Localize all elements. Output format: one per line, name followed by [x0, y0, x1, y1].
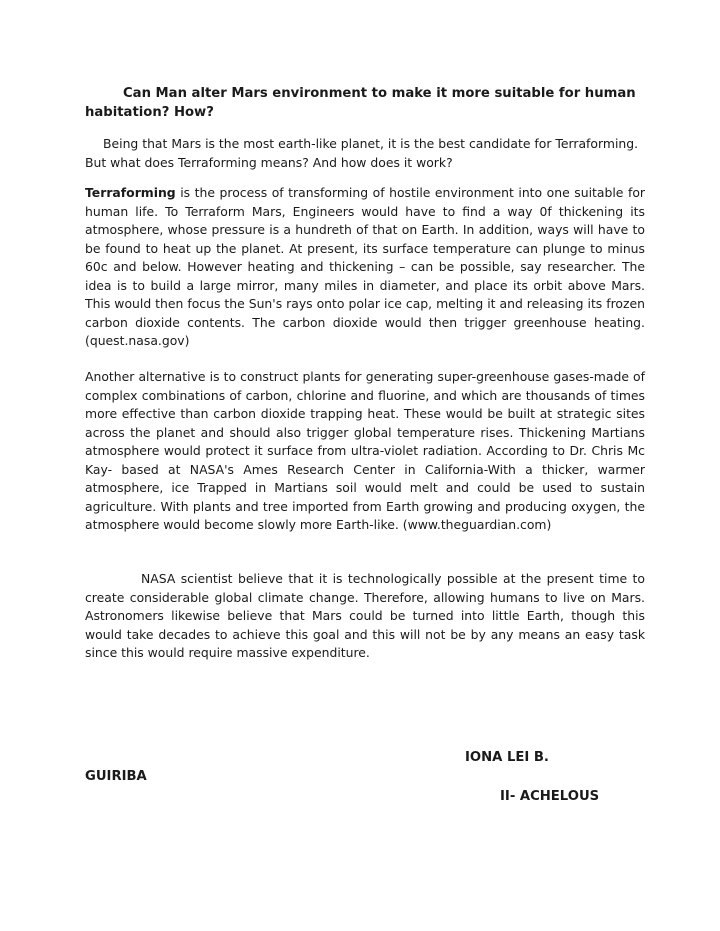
- paragraph-conclusion: NASA scientist believe that it is technologically possible at the present time to create considerable global climate change. Therefore, allowing humans to live on Mars. Astronomers likewise believe that Mars could be turned into little Earth, though this would take decades to achieve this goal and this will not be by any means an easy task since this would require massive expenditure.: [85, 571, 645, 660]
- author-name-last: GUIRIBA: [85, 769, 147, 784]
- paragraph-terraforming: [85, 184, 645, 351]
- paragraph-alternative: Another alternative is to construct plants for generating super-greenhouse gases-made of complex combinations of carbon, chlorine and fluorine, and which are thousands of times more effective than carbon dioxide trapping heat. These would be built at strategic sites across the planet and should also trigger global temperature rises. Thickening Martians atmosphere would protect it surface from ultra-violet radiation. According to Dr. Chris Mc Kay- based at NASA's Ames Research Center in California-With a thicker, warmer atmosphere, ice Trapped in Martians soil would melt and could be used to sustain agriculture. With plants and tree imported from Earth growing and producing oxygen, the atmosphere would become slowly more Earth-like. (www.theguardian.com): [85, 369, 645, 532]
- paragraph-intro: Being that Mars is the most earth-like planet, it is the best candidate for Terraforming. But what does Terraforming means? And how does it work?: [85, 136, 639, 170]
- document-title: Can Man alter Mars environment to make it more suitable for human habitation? How?: [85, 86, 636, 120]
- paragraph-terraforming-text: is the process of transforming of hostile environment into one suitable for human life. To Terraform Mars, Engineers would have to find a way 0f thickening its atmosphere, whose pressure is a hundreth of that on Earth. In addition, ways will have to be found to heat up the planet. At present, its surface temperature can plunge to minus 60c and below. However heating and thickening – can be possible, say researcher. The idea is to build a large mirror, many miles in diameter, and place its orbit above Mars. This would then focus the Sun's rays onto polar ice cap, melting it and releasing its frozen carbon dioxide contents. The carbon dioxide would then trigger greenhouse heating. (quest.nasa.gov): [85, 185, 645, 348]
- author-name-first: IONA LEI B.: [465, 750, 549, 765]
- term-terraforming: Terraforming: [85, 185, 176, 200]
- author-section: II- ACHELOUS: [500, 789, 600, 804]
